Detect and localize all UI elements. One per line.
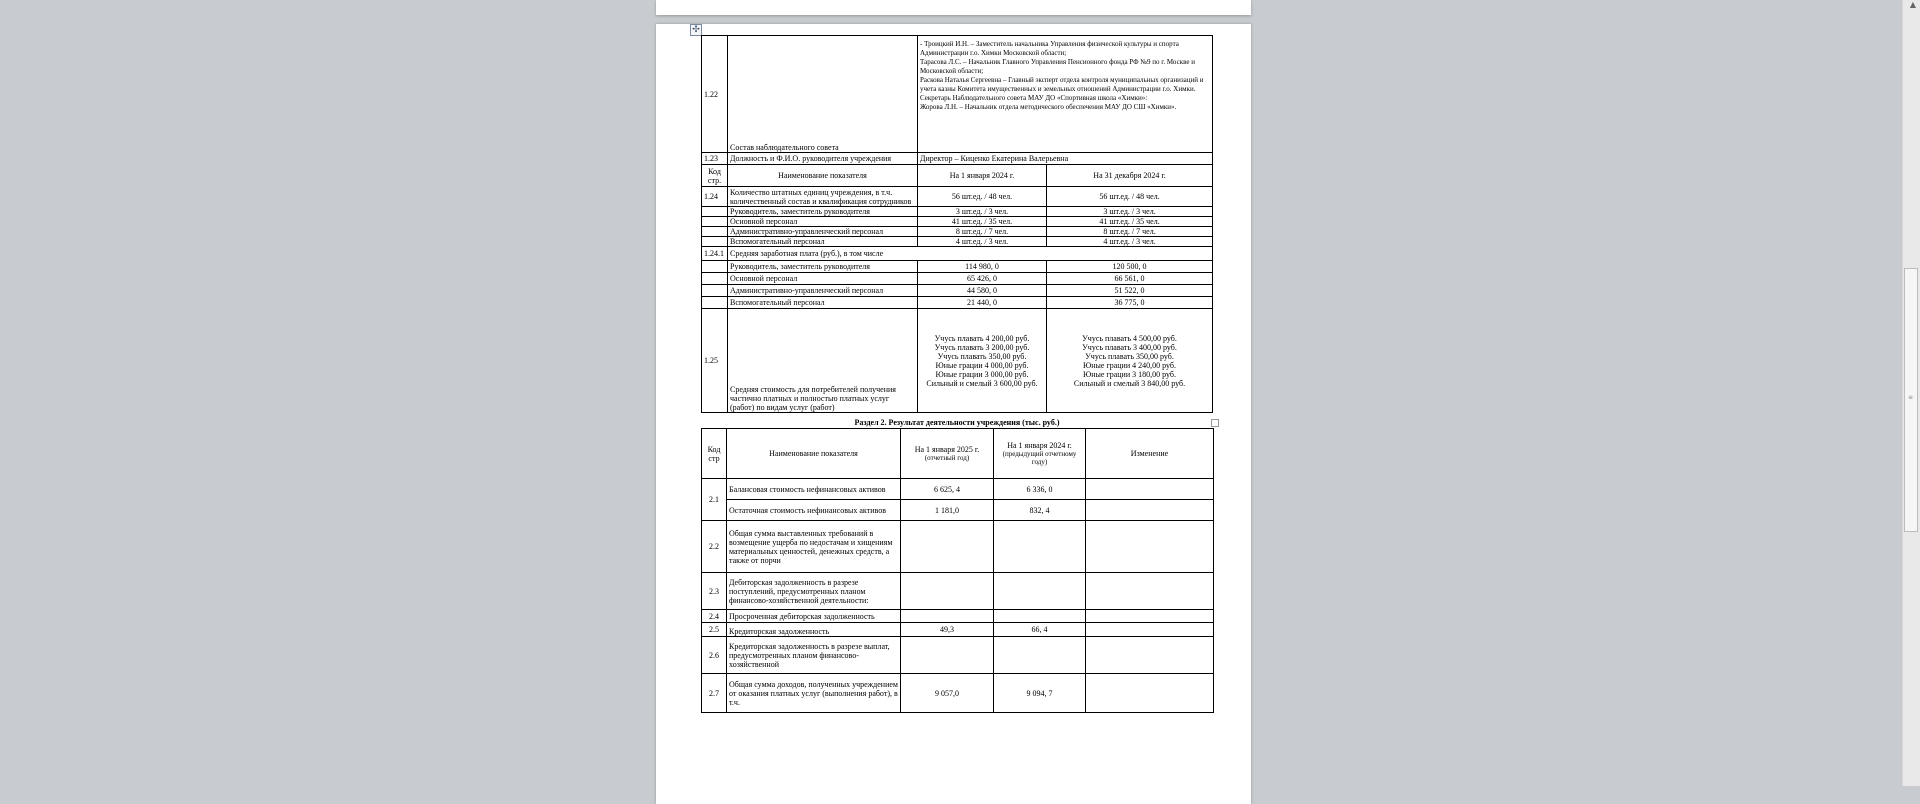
member-line: Раскова Наталья Сергеевна – Главный эксперт отдела контроля муниципальных организаций и учета казны Комитета имущественных и земельных отношений Администрации г.о. Химки. <box>920 76 1204 93</box>
scrollbar-grip-icon: ≡ <box>1908 394 1914 401</box>
value-cell <box>994 610 1086 623</box>
value-cell: 36 775, 0 <box>1047 297 1213 309</box>
value-cell: 56 шт.ед. / 48 чел. <box>1047 187 1213 207</box>
row-label: Общая сумма доходов, полученных учреждением от оказания платных услуг (выполнения работ), в т.ч. <box>727 674 901 713</box>
value-cell <box>994 521 1086 573</box>
member-line: Тарасова Л.С. – Начальник Главного Управления Пенсионного фонда РФ №9 по г. Москве и Московской области; <box>920 58 1195 75</box>
row-label: Общая сумма выставленных требований в возмещение ущерба по недостачам и хищениям материальных ценностей, денежных средств, а также от порчи <box>727 521 901 573</box>
header-col1: На 1 января 2024 г. <box>918 165 1047 187</box>
value-cell: 6 336, 0 <box>994 479 1086 500</box>
value-cell: 4 шт.ед. / 3 чел. <box>1047 237 1213 247</box>
price-line: Учусь плавать 350,00 руб. <box>937 351 1027 361</box>
code-cell: 1.22 <box>702 36 728 153</box>
info-table <box>701 35 1213 413</box>
value-cell <box>994 637 1086 674</box>
value-cell <box>1086 610 1214 623</box>
value-cell <box>901 521 994 573</box>
value-cell <box>901 610 994 623</box>
header-name: Наименование показателя <box>727 429 901 479</box>
value-cell: 6 625, 4 <box>901 479 994 500</box>
price-line: Учусь плавать 3 200,00 руб. <box>934 342 1030 352</box>
price-line: Сильный и смелый 3 840,00 руб. <box>1073 378 1186 388</box>
row-label: Кредиторская задолженность в разрезе выплат, предусмотренных планом финансово-хозяйственной <box>727 637 901 674</box>
header-col1 <box>901 429 994 479</box>
value-cell: 44 580, 0 <box>918 285 1047 297</box>
value-cell <box>1086 521 1214 573</box>
section-title: Раздел 2. Результат деятельности учреждения (тыс. руб.) <box>854 418 1060 427</box>
code-cell: 1.24 <box>702 187 728 207</box>
row-label: Дебиторская задолженность в разрезе поступлений, предусмотренных планом финансово-хозяйственной деятельности: <box>727 573 901 610</box>
price-line: Учусь плавать 4 500,00 руб. <box>1082 333 1177 343</box>
code-cell: 2.3 <box>702 573 727 610</box>
code-cell: 2.1 <box>702 479 727 521</box>
price-line: Юные грации 3 180,00 руб. <box>1083 369 1176 379</box>
value-cell: 49,3 <box>901 623 994 637</box>
row-label: Состав наблюдательного совета <box>728 36 918 153</box>
value-cell: 4 шт.ед. / 3 чел. <box>918 237 1047 247</box>
director-value: Директор – Киценко Екатерина Валерьевна <box>918 153 1213 165</box>
value-cell: 9 094, 7 <box>994 674 1086 713</box>
prices-2024-start <box>918 309 1047 413</box>
price-line: Сильный и смелый 3 600,00 руб. <box>926 378 1038 388</box>
value-cell: 9 057,0 <box>901 674 994 713</box>
value-cell <box>1086 637 1214 674</box>
code-cell: 2.2 <box>702 521 727 573</box>
row-label: Должность и Ф.И.О. руководителя учреждения <box>728 153 918 165</box>
value-cell: 21 440, 0 <box>918 297 1047 309</box>
code-cell: 2.5 <box>702 623 727 637</box>
price-line: Юные грации 3 000,00 руб. <box>935 369 1029 379</box>
code-cell: 2.6 <box>702 637 727 674</box>
council-members <box>918 36 1213 153</box>
value-cell: 66 561, 0 <box>1047 273 1213 285</box>
previous-page <box>656 0 1251 15</box>
row-label: Вспомогательный персонал <box>728 297 918 309</box>
header-name: Наименование показателя <box>728 165 918 187</box>
row-label: Основной персонал <box>728 273 918 285</box>
value-cell: 120 500, 0 <box>1047 261 1213 273</box>
value-cell: 41 шт.ед. / 35 чел. <box>1047 217 1213 227</box>
member-line: Жорова Л.Н. – Начальник отдела методического обеспечения МАУ ДО СШ «Химки». <box>920 103 1177 111</box>
value-cell <box>1086 500 1214 521</box>
row-label: Просроченная дебиторская задолженность <box>727 610 901 623</box>
value-cell: 66, 4 <box>994 623 1086 637</box>
value-cell: 51 522, 0 <box>1047 285 1213 297</box>
value-cell: 8 шт.ед. / 7 чел. <box>918 227 1047 237</box>
vertical-scrollbar[interactable] <box>1902 0 1920 786</box>
row-label: Остаточная стоимость нефинансовых активов <box>727 500 901 521</box>
price-line: Юные грации 4 000,00 руб. <box>935 360 1029 370</box>
header-code: Код стр. <box>702 165 728 187</box>
value-cell: 1 181,0 <box>901 500 994 521</box>
row-label: Кредиторская задолженность <box>727 623 901 637</box>
member-line: Секретарь Наблюдательного совета МАУ ДО «Спортивная школа «Химки»: <box>920 94 1148 102</box>
value-cell: 3 шт.ед. / 3 чел. <box>1047 207 1213 217</box>
value-cell <box>1086 674 1214 713</box>
value-cell: 65 426, 0 <box>918 273 1047 285</box>
value-cell <box>901 637 994 674</box>
value-cell: 41 шт.ед. / 35 чел. <box>918 217 1047 227</box>
value-cell: 832, 4 <box>994 500 1086 521</box>
row-label: Административно-управленческий персонал <box>728 285 918 297</box>
price-line: Учусь плавать 4 200,00 руб. <box>934 333 1030 343</box>
value-cell <box>1086 479 1214 500</box>
header-col2-title: На 1 января 2024 г. <box>1007 441 1072 450</box>
header-code: Код стр <box>702 429 727 479</box>
value-cell <box>1086 573 1214 610</box>
code-cell: 1.24.1 <box>702 247 728 261</box>
header-col1-title: На 1 января 2025 г. <box>914 445 980 454</box>
value-cell: 114 980, 0 <box>918 261 1047 273</box>
value-cell <box>1086 623 1214 637</box>
code-cell: 2.4 <box>702 610 727 623</box>
scroll-up-icon[interactable]: ▲ <box>1909 0 1916 9</box>
table-move-handle-icon[interactable]: ✣ <box>690 24 702 36</box>
row-label: Средняя стоимость для потребителей получения частично платных и полностью платных услуг (работ) по видам услуг (работ) <box>728 309 918 413</box>
value-cell: 3 шт.ед. / 3 чел. <box>918 207 1047 217</box>
row-label: Административно-управленческий персонал <box>728 227 918 237</box>
code-cell: 1.25 <box>702 309 728 413</box>
header-col1-sub: (отчетный год) <box>924 454 970 462</box>
row-label: Руководитель, заместитель руководителя <box>728 261 918 273</box>
price-line: Учусь плавать 3 400,00 руб. <box>1082 342 1177 352</box>
row-label: Количество штатных единиц учреждения, в т.ч. количественный состав и квалификация сотрудников <box>728 187 918 207</box>
header-col2-sub: (предыдущий отчетному году) <box>1002 450 1077 466</box>
code-cell: 2.7 <box>702 674 727 713</box>
value-cell <box>994 573 1086 610</box>
row-label: Балансовая стоимость нефинансовых активов <box>727 479 901 500</box>
row-label: Вспомогательный персонал <box>728 237 918 247</box>
price-line: Учусь плавать 350,00 руб. <box>1085 351 1174 361</box>
code-cell: 1.23 <box>702 153 728 165</box>
prices-2024-end <box>1047 309 1213 413</box>
value-cell: 8 шт.ед. / 7 чел. <box>1047 227 1213 237</box>
header-col2: На 31 декабря 2024 г. <box>1047 165 1213 187</box>
row-label: Основной персонал <box>728 217 918 227</box>
value-cell <box>901 573 994 610</box>
member-line: - Троицкий И.Н. – Заместитель начальника Управления физической культуры и спорта Администрации г.о. Химки Московской области; <box>920 40 1179 57</box>
table-resize-handle-icon[interactable] <box>1211 419 1219 427</box>
row-label: Руководитель, заместитель руководителя <box>728 207 918 217</box>
header-col3: Изменение <box>1086 429 1214 479</box>
results-table <box>701 428 1214 713</box>
value-cell: 56 шт.ед. / 48 чел. <box>918 187 1047 207</box>
price-line: Юные грации 4 240,00 руб. <box>1083 360 1176 370</box>
header-col2 <box>994 429 1086 479</box>
row-label: Средняя заработная плата (руб.), в том числе <box>728 247 1213 261</box>
